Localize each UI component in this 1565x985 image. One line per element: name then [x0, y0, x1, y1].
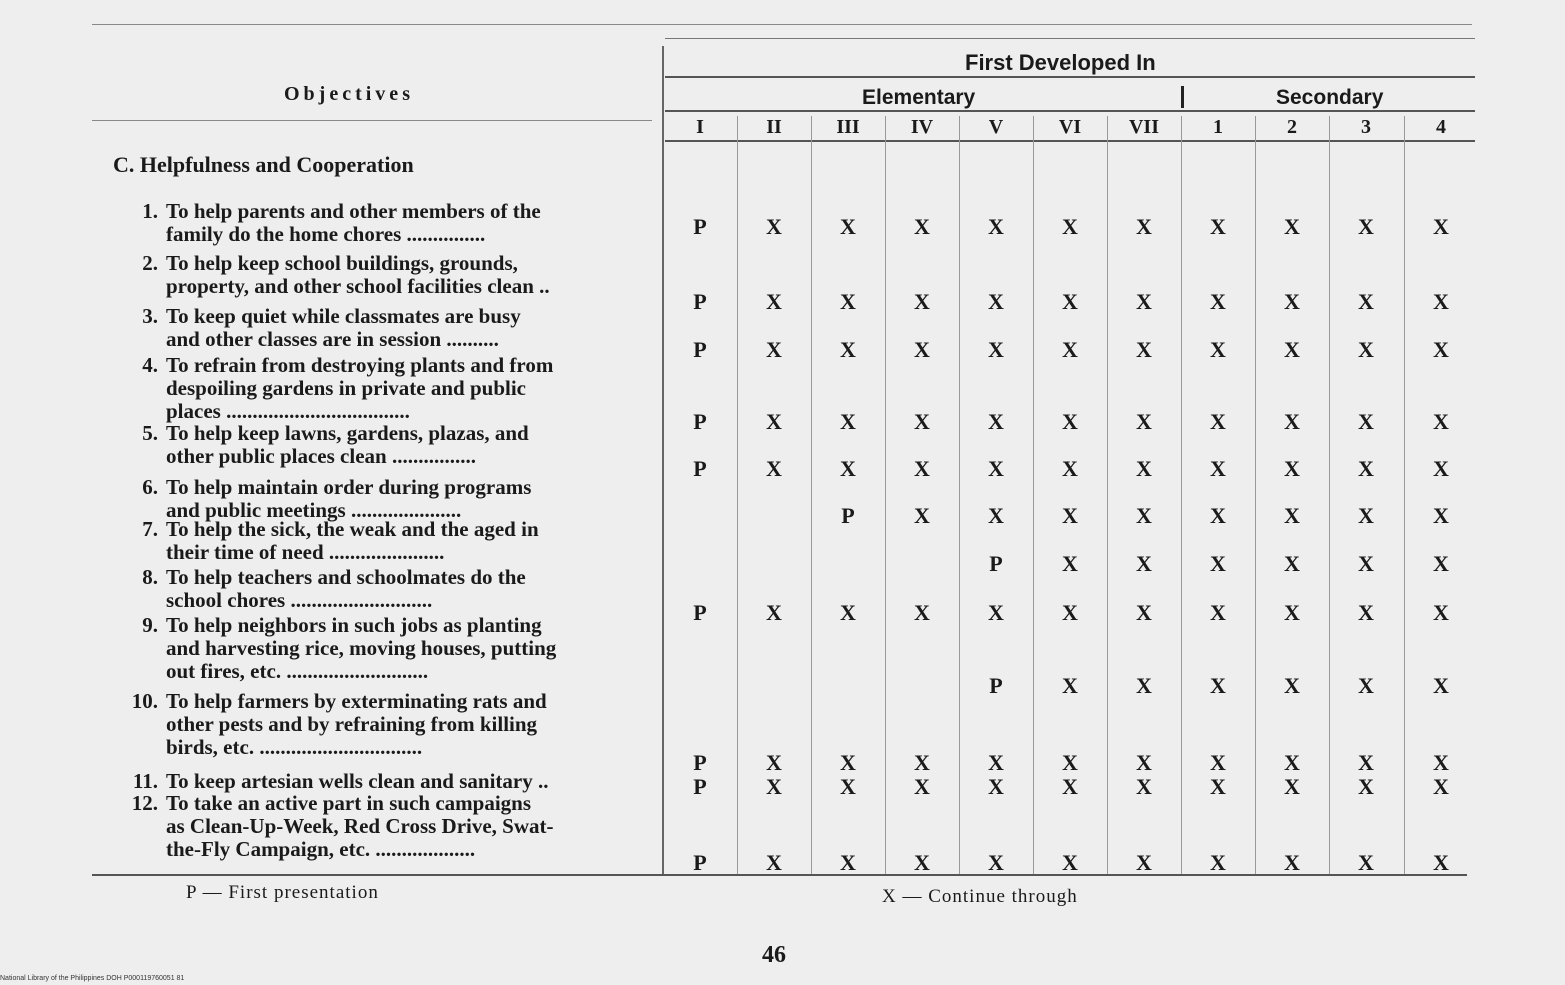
mark-continue: X: [766, 409, 782, 434]
header-rule-left: [92, 120, 652, 121]
objective-number: 7.: [142, 517, 158, 541]
mark-continue: X: [1062, 289, 1078, 314]
mark-continue: X: [1284, 214, 1300, 239]
objective-item: [132, 422, 647, 468]
grade-header: I: [696, 116, 704, 138]
mark-continue: X: [1062, 850, 1078, 875]
mark-continue: X: [988, 337, 1004, 362]
mark-continue: X: [1433, 337, 1449, 362]
mark-continue: X: [914, 409, 930, 434]
mark-continue: X: [1284, 456, 1300, 481]
mark-continue: X: [914, 337, 930, 362]
mark-continue: X: [988, 774, 1004, 799]
mark-continue: X: [1433, 409, 1449, 434]
objective-text-line: To refrain from destroying plants and from: [166, 353, 554, 377]
grade-header: 4: [1436, 116, 1446, 138]
mark-continue: X: [1433, 551, 1449, 576]
mark-continue: X: [766, 337, 782, 362]
mark-continue: X: [1358, 214, 1374, 239]
objective-text-line: To keep quiet while classmates are busy: [166, 304, 521, 328]
grade-header: V: [988, 116, 1004, 138]
objective-number: 3.: [142, 304, 158, 328]
objective-number: 6.: [142, 475, 158, 499]
mark-continue: X: [1433, 214, 1449, 239]
grade-header: 3: [1361, 116, 1371, 138]
mark-continue: X: [914, 503, 930, 528]
mark-continue: X: [1433, 774, 1449, 799]
mark-continue: X: [1136, 456, 1152, 481]
mark-continue: X: [840, 409, 856, 434]
mark-continue: X: [1284, 750, 1300, 775]
mark-continue: X: [1433, 503, 1449, 528]
mark-first-presentation: P: [693, 214, 707, 239]
objective-text-line: To keep artesian wells clean and sanitary ..: [166, 769, 549, 793]
mark-continue: X: [1358, 456, 1374, 481]
mark-continue: X: [1358, 409, 1374, 434]
objective-text-line: To help keep lawns, gardens, plazas, and: [166, 421, 529, 445]
mark-continue: X: [1284, 673, 1300, 698]
mark-continue: X: [1136, 409, 1152, 434]
mark-continue: X: [988, 850, 1004, 875]
objective-text-line: other pests and by refraining from killing: [166, 712, 538, 736]
mark-continue: X: [1062, 673, 1078, 698]
mark-continue: X: [1136, 750, 1152, 775]
mark-continue: X: [1358, 289, 1374, 314]
objective-item: [132, 792, 647, 861]
mark-continue: X: [1284, 600, 1300, 625]
objective-text-line: To help farmers by exterminating rats and: [166, 689, 547, 713]
mark-continue: X: [1062, 409, 1078, 434]
objective-number: 2.: [142, 251, 158, 275]
mark-first-presentation: P: [693, 409, 707, 434]
mark-continue: X: [766, 289, 782, 314]
objective-text-line: To help maintain order during programs: [166, 475, 532, 499]
objective-item: [132, 614, 647, 683]
mark-continue: X: [1136, 600, 1152, 625]
grade-header: IV: [910, 116, 934, 138]
mark-continue: X: [1433, 673, 1449, 698]
objective-item: [132, 690, 647, 759]
mark-continue: X: [840, 214, 856, 239]
secondary-header: Secondary: [1276, 86, 1384, 109]
objective-number: 11.: [132, 769, 158, 793]
mark-continue: X: [1210, 850, 1226, 875]
mark-continue: X: [766, 214, 782, 239]
elem-secondary-divider: [1181, 86, 1184, 108]
mark-continue: X: [840, 850, 856, 875]
mark-first-presentation: P: [841, 503, 855, 528]
legend-x: X — Continue through: [882, 886, 1078, 907]
objective-text-line: birds, etc. ...............................: [166, 735, 423, 759]
mark-continue: X: [1062, 456, 1078, 481]
mark-first-presentation: P: [693, 774, 707, 799]
mark-continue: X: [1136, 503, 1152, 528]
objective-text-line: and harvesting rice, moving houses, putting: [166, 636, 557, 660]
header-rule-top: [665, 38, 1475, 39]
mark-continue: X: [1284, 850, 1300, 875]
mark-continue: X: [1136, 337, 1152, 362]
objective-text-line: their time of need ......................: [166, 540, 445, 564]
mark-continue: X: [1062, 774, 1078, 799]
mark-continue: X: [914, 750, 930, 775]
objective-text-line: property, and other school facilities clean ..: [166, 274, 550, 298]
mark-continue: X: [1210, 409, 1226, 434]
grade-header: 2: [1287, 116, 1297, 138]
mark-continue: X: [1358, 774, 1374, 799]
objective-item: [132, 518, 647, 564]
mark-continue: X: [1136, 214, 1152, 239]
section-title: C. Helpfulness and Cooperation: [113, 152, 414, 177]
objective-item: [132, 354, 647, 423]
mark-continue: X: [1358, 337, 1374, 362]
mark-continue: X: [840, 337, 856, 362]
objective-item: [132, 770, 647, 793]
mark-continue: X: [840, 750, 856, 775]
objective-number: 4.: [142, 353, 158, 377]
mark-continue: X: [1284, 337, 1300, 362]
mark-continue: X: [1433, 850, 1449, 875]
mark-continue: X: [766, 774, 782, 799]
mark-continue: X: [840, 456, 856, 481]
mark-first-presentation: P: [693, 750, 707, 775]
mark-continue: X: [1062, 503, 1078, 528]
mark-continue: X: [766, 600, 782, 625]
mark-continue: X: [1210, 289, 1226, 314]
mark-continue: X: [1136, 289, 1152, 314]
top-rule: [92, 24, 1472, 25]
objective-text-line: To help the sick, the weak and the aged in: [166, 517, 539, 541]
mark-continue: X: [1062, 750, 1078, 775]
mark-continue: X: [766, 750, 782, 775]
mark-continue: X: [1433, 750, 1449, 775]
mark-continue: X: [1284, 409, 1300, 434]
mark-first-presentation: P: [693, 337, 707, 362]
objective-text-line: To take an active part in such campaigns: [166, 791, 532, 815]
mark-continue: X: [1062, 551, 1078, 576]
objective-text-line: school chores ...........................: [166, 588, 433, 612]
objective-item: [132, 252, 647, 298]
mark-continue: X: [1433, 289, 1449, 314]
mark-continue: X: [1210, 673, 1226, 698]
objective-text-line: the-Fly Campaign, etc. ...................: [166, 837, 476, 861]
grade-header: VII: [1128, 116, 1159, 138]
objective-number: 10.: [131, 689, 158, 713]
grade-header: VI: [1058, 116, 1082, 138]
objective-item: [132, 566, 647, 612]
mark-continue: X: [988, 214, 1004, 239]
grade-header: II: [766, 116, 782, 138]
mark-continue: X: [914, 600, 930, 625]
mark-continue: X: [988, 409, 1004, 434]
mark-first-presentation: P: [693, 850, 707, 875]
mark-continue: X: [1136, 673, 1152, 698]
mark-continue: X: [988, 503, 1004, 528]
mark-continue: X: [1210, 503, 1226, 528]
mark-continue: X: [914, 214, 930, 239]
mark-continue: X: [1358, 750, 1374, 775]
mark-continue: X: [988, 750, 1004, 775]
header-rule-elem: [665, 110, 1475, 112]
mark-continue: X: [1136, 850, 1152, 875]
mark-continue: X: [1433, 456, 1449, 481]
objective-text-line: To help teachers and schoolmates do the: [166, 565, 526, 589]
mark-continue: X: [1136, 551, 1152, 576]
mark-continue: X: [1358, 673, 1374, 698]
objective-text-line: as Clean-Up-Week, Red Cross Drive, Swat-: [166, 814, 554, 838]
objective-text-line: family do the home chores ...............: [166, 222, 486, 246]
mark-continue: X: [914, 850, 930, 875]
first-developed-header: First Developed In: [965, 50, 1156, 75]
objective-text-line: To help neighbors in such jobs as planting: [166, 613, 542, 637]
mark-continue: X: [1062, 337, 1078, 362]
mark-continue: X: [840, 289, 856, 314]
mark-continue: X: [988, 289, 1004, 314]
objective-number: 1.: [142, 199, 158, 223]
mark-continue: X: [1210, 750, 1226, 775]
objective-text-line: and public meetings .....................: [166, 498, 462, 522]
mark-continue: X: [988, 600, 1004, 625]
elementary-header: Elementary: [862, 86, 976, 109]
mark-continue: X: [1284, 774, 1300, 799]
objective-number: 12.: [131, 791, 158, 815]
mark-continue: X: [1358, 551, 1374, 576]
mark-continue: X: [1358, 600, 1374, 625]
objective-item: [132, 200, 647, 246]
mark-continue: X: [1210, 600, 1226, 625]
objective-text-line: and other classes are in session ..........: [166, 327, 499, 351]
objective-text-line: out fires, etc. ...........................: [166, 659, 429, 683]
mark-continue: X: [1210, 774, 1226, 799]
mark-continue: X: [988, 456, 1004, 481]
grade-header: III: [836, 116, 860, 138]
mark-first-presentation: P: [989, 551, 1003, 576]
legend-p: P — First presentation: [186, 882, 379, 903]
mark-first-presentation: P: [989, 673, 1003, 698]
mark-first-presentation: P: [693, 456, 707, 481]
objective-number: 9.: [142, 613, 158, 637]
mark-continue: X: [840, 600, 856, 625]
mark-continue: X: [766, 850, 782, 875]
objective-text-line: To help keep school buildings, grounds,: [166, 251, 518, 275]
page-number: 46: [762, 942, 786, 968]
mark-continue: X: [1358, 850, 1374, 875]
objective-text-line: places ...................................: [166, 399, 410, 423]
mark-continue: X: [840, 774, 856, 799]
objective-number: 8.: [142, 565, 158, 589]
mark-continue: X: [1062, 600, 1078, 625]
mark-continue: X: [1210, 551, 1226, 576]
mark-continue: X: [914, 289, 930, 314]
mark-continue: X: [1062, 214, 1078, 239]
mark-continue: X: [1210, 337, 1226, 362]
mark-continue: X: [914, 774, 930, 799]
header-rule-first: [665, 76, 1475, 78]
mark-continue: X: [1284, 289, 1300, 314]
mark-continue: X: [1284, 503, 1300, 528]
mark-continue: X: [1358, 503, 1374, 528]
objectives-header: Objectives: [284, 83, 414, 105]
objective-text-line: other public places clean ................: [166, 444, 476, 468]
header-rule-grades: [665, 140, 1475, 142]
mark-continue: X: [1136, 774, 1152, 799]
mark-first-presentation: P: [693, 600, 707, 625]
mark-continue: X: [766, 456, 782, 481]
mark-continue: X: [914, 456, 930, 481]
objective-text-line: To help parents and other members of the: [166, 199, 541, 223]
objective-number: 5.: [142, 421, 158, 445]
mark-continue: X: [1210, 456, 1226, 481]
objective-item: [132, 476, 647, 522]
mark-continue: X: [1210, 214, 1226, 239]
objective-text-line: despoiling gardens in private and public: [166, 376, 527, 400]
mark-continue: X: [1433, 600, 1449, 625]
footer-note: National Library of the Philippines DOH P000119760051 81: [0, 975, 185, 982]
grade-header: 1: [1213, 116, 1223, 138]
mark-first-presentation: P: [693, 289, 707, 314]
mark-continue: X: [1284, 551, 1300, 576]
objective-item: [132, 305, 647, 351]
